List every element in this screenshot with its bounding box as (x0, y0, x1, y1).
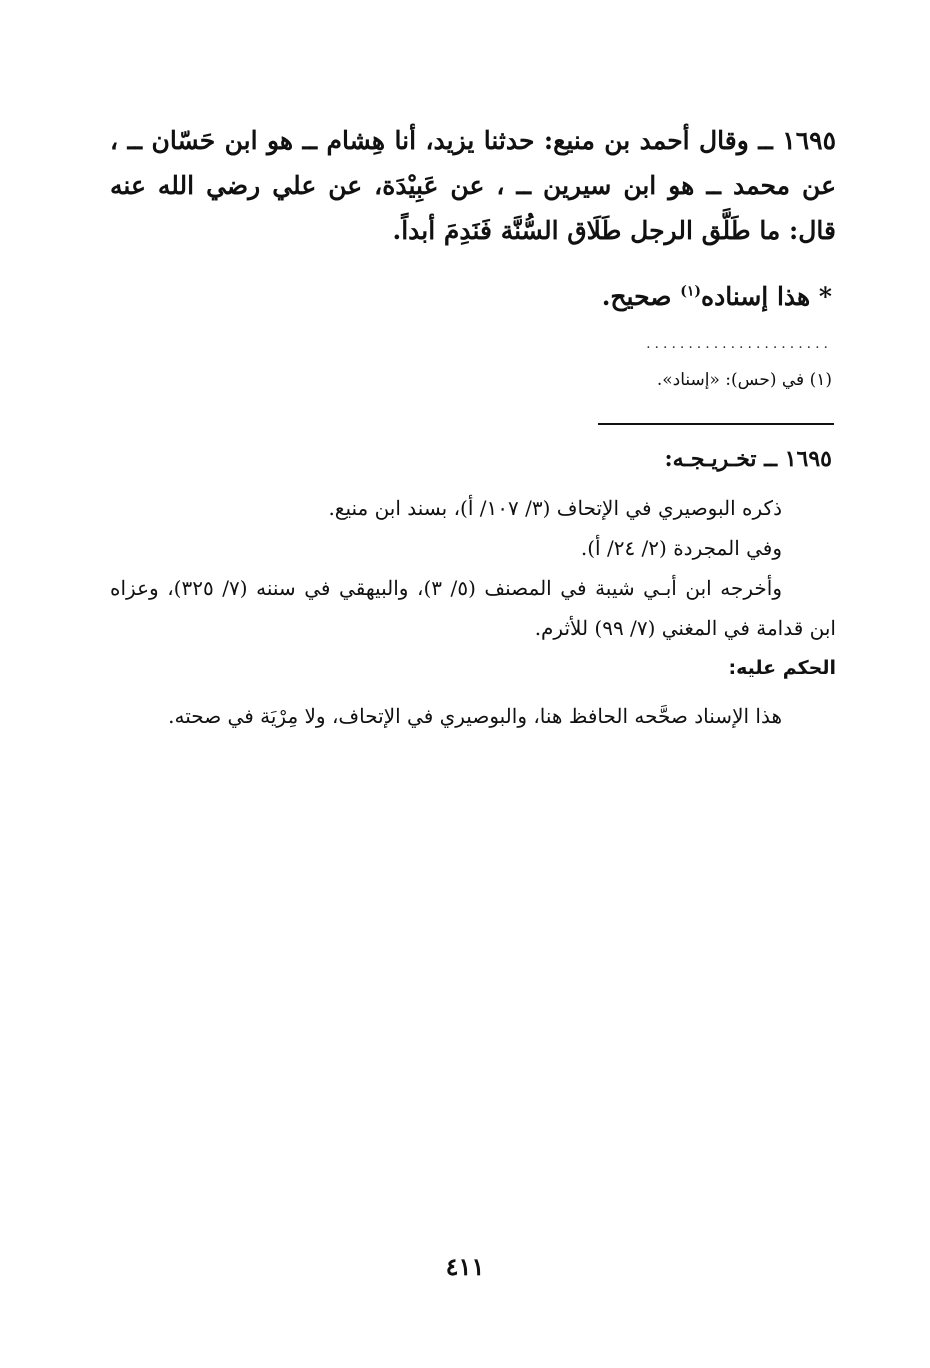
page-number: ٤١١ (445, 1252, 485, 1281)
footnote-reference: (١) (680, 283, 701, 300)
verdict-prefix: * هذا إسناده (700, 282, 832, 311)
footnote-rule (598, 423, 834, 425)
verdict-suffix: صحيح. (601, 282, 672, 311)
hukm-heading: الحكم عليه: (728, 657, 836, 679)
takhrij-line-1: ذكره البوصيري في الإتحاف (٣/ ١٠٧/ أ)، بسند ابن منيع. (328, 496, 782, 520)
isnad-verdict (602, 282, 832, 311)
hukm-body: هذا الإسناد صحَّحه الحافظ هنا، والبوصيري في الإتحاف، ولا مِرْيَة في صحته. (168, 704, 782, 728)
takhrij-line-3 (110, 568, 836, 648)
takhrij-section (110, 488, 836, 736)
takhrij-heading: ١٦٩٥ ــ تخـريـجـه: (664, 446, 832, 472)
takhrij-line-3-text: وأخرجه ابن أبـي شيبة في المصنف (٥/ ٣)، والبيهقي في سننه (٧/ ٣٢٥)، وعزاه ابن قدامة في المغني (٧/ ٩٩) للأثرم. (110, 576, 836, 640)
takhrij-line-2: وفي المجردة (٢/ ٢٤/ أ). (580, 536, 782, 560)
hadith-text: ١٦٩٥ ــ وقال أحمد بن منيع: حدثنا يزيد، أنا هِشام ــ هو ابن حَسّان ــ ، عن محمد ــ هو ابن سيرين ــ ، عن عَبِيْدَة، عن علي رضي الله عنه قال: ما طَلَّق الرجل طَلَاق السُّنَّة فَنَدِمَ أبداً. (110, 126, 836, 245)
footnote: (١) في (حس): «إسناد». (656, 370, 832, 390)
dotted-separator: ...................... (646, 336, 832, 352)
hadith-block (110, 118, 836, 253)
